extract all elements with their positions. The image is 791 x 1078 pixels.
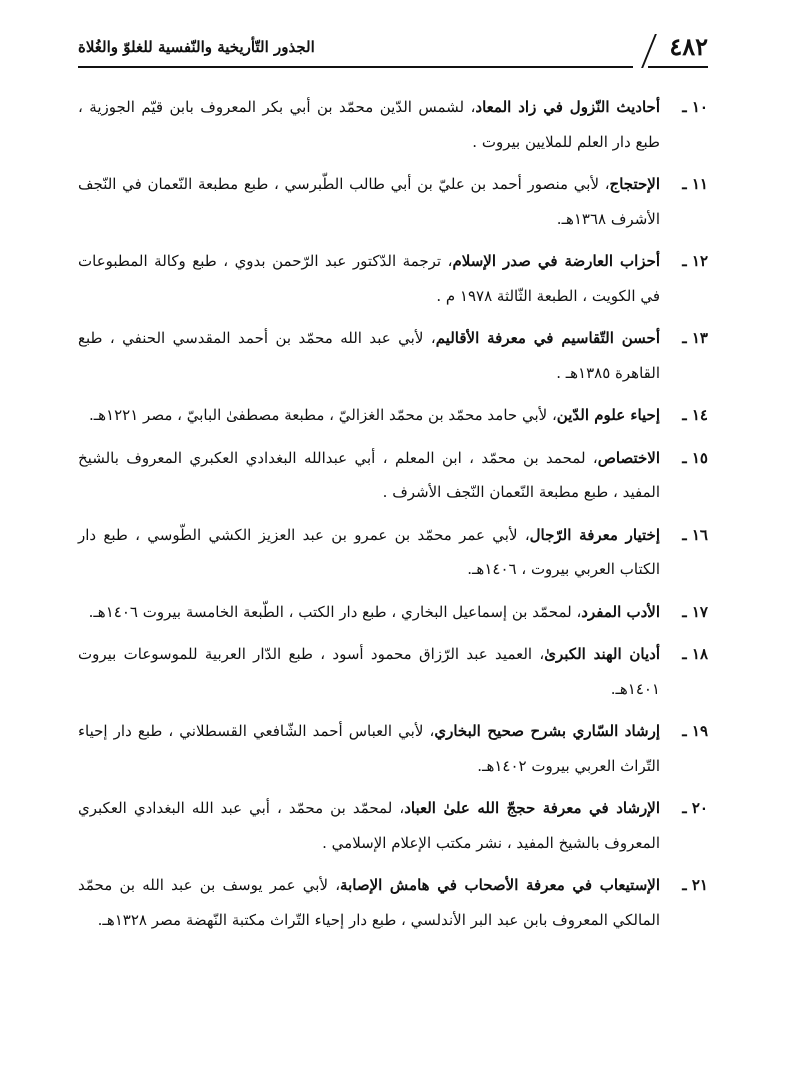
page-number: ٤٨٢ [669,32,708,61]
bibliography-entry [78,637,708,706]
header-rule-title [78,66,633,68]
entry-number: ١٤ ـ [682,406,708,424]
entry-number: ١١ ـ [682,175,708,193]
bibliography-list [78,90,708,945]
running-title: الجذور التّأريخية والنّفسية للغلوّ والغُلاة [78,38,315,56]
bibliography-entry [78,441,708,510]
page-header [78,30,708,70]
entry-details: ، لأبي عمر يوسف بن عبد الله بن محمّد المالكي المعروف بابن عبد البر الأندلسي ، طبع دار إحياء التّراث مكتبة النّهضة مصر ١٣٢٨هـ. [78,876,660,929]
entry-book-title: الاختصاص [597,448,660,467]
entry-details: ، العميد عبد الرّزاق محمود أسود ، طبع الدّار العربية للموسوعات بيروت ١٤٠١هـ. [78,645,660,698]
entry-book-title: أحسن التّقاسيم في معرفة الأقاليم [435,329,660,347]
bibliography-entry [78,595,708,630]
entry-number: ١٨ ـ [682,645,709,663]
entry-number: ٢٠ ـ [682,799,708,817]
entry-book-title: أديان الهند الكبرىٰ [544,645,661,663]
entry-number: ١٦ ـ [682,525,708,544]
entry-details: ، لأبي عمر محمّد بن عمرو بن عبد العزيز الكشي الطّوسي ، طبع دار الكتاب العربي بيروت ، ١٤٠٦هـ. [78,525,660,578]
bibliography-entry [78,868,708,937]
entry-details: ، لمحمّد بن إسماعيل البخاري ، طبع دار الكتب ، الطّبعة الخامسة بيروت ١٤٠٦هـ. [88,602,582,621]
entry-number: ١٣ ـ [682,329,708,347]
entry-details: ، لأبي حامد محمّد بن محمّد الغزاليّ ، مطبعة مصطفىٰ البابيّ ، مصر ١٢٢١هـ. [88,406,557,424]
entry-book-title: أحاديث النّزول في زاد المعاد [475,98,660,116]
entry-number: ١٠ ـ [682,98,708,116]
entry-book-title: الإستيعاب في معرفة الأصحاب في هامش الإصابة [340,876,660,894]
entry-number: ١٥ ـ [682,448,708,467]
entry-details: ، لمحمد بن محمّد ، ابن المعلم ، أبي عبدالله البغدادي العكبري المعروف بالشيخ المفيد ، طبع مطبعة النّعمان النّجف الأشرف . [78,448,660,501]
bibliography-entry [78,791,708,860]
entry-details: ، لشمس الدّين محمّد بن أبي بكر المعروف بابن قيّم الجوزية ، طبع دار العلم للملايين بيروت . [78,98,660,151]
entry-book-title: الإرشاد في معرفة حججّ الله علىٰ العباد [404,799,660,817]
entry-details: ، لأبي العباس أحمد الشّافعي القسطلاني ، طبع دار إحياء التّراث العربي بيروت ١٤٠٢هـ. [78,722,660,775]
entry-details: ، لمحمّد بن محمّد ، أبي عبد الله البغدادي العكبري المعروف بالشيخ المفيد ، نشر مكتب الإعلام الإسلامي . [78,799,660,852]
bibliography-entry [78,90,708,159]
entry-number: ١٧ ـ [682,602,708,621]
entry-number: ١٩ ـ [682,722,709,740]
entry-book-title: أحزاب العارضة في صدر الإسلام [452,252,661,270]
entry-details: ، ترجمة الدّكتور عبد الرّحمن بدوي ، طبع وكالة المطبوعات في الكويت ، الطبعة الثّالثة ١٩٧٨ م . [78,252,660,305]
header-slash-divider [641,34,657,68]
bibliography-entry [78,321,708,390]
bibliography-entry [78,714,708,783]
header-rule-page-number [648,66,708,68]
entry-number: ١٢ ـ [682,252,709,270]
bibliography-entry [78,244,708,313]
entry-book-title: إختيار معرفة الرّجال [529,525,660,544]
entry-details: ، لأبي عبد الله محمّد بن أحمد المقدسي الحنفي ، طبع القاهرة ١٣٨٥هـ . [78,329,660,382]
entry-book-title: الإحتجاج [609,175,660,193]
entry-details: ، لأبي منصور أحمد بن عليّ بن أبي طالب الطّبرسي ، طبع مطبعة النّعمان في النّجف الأشرف ١٣٦٨هـ. [78,175,660,228]
bibliography-entry [78,518,708,587]
entry-book-title: إرشاد السّاري بشرح صحيح البخاري [434,722,661,740]
bibliography-entry [78,167,708,236]
entry-book-title: إحياء علوم الدّين [556,406,660,424]
entry-number: ٢١ ـ [682,876,708,894]
bibliography-entry [78,398,708,433]
entry-book-title: الأدب المفرد [581,602,660,621]
